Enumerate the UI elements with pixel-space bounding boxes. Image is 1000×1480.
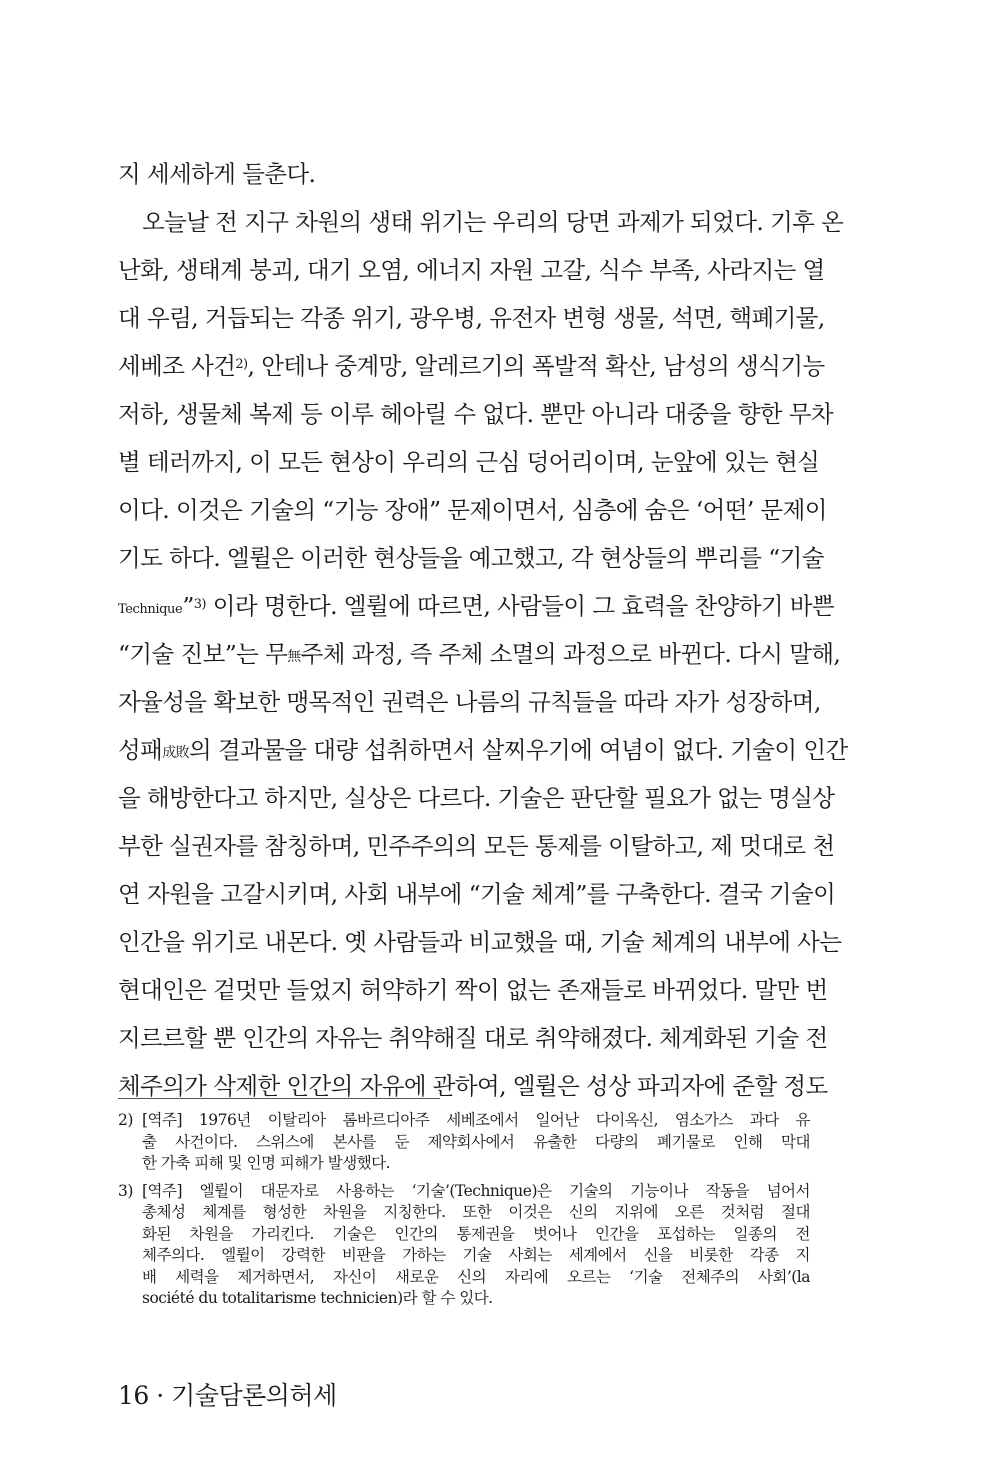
- text-line: 연 자원을 고갈시키며, 사회 내부에 “기술 체계”를 구축한다. 결국 기술이: [118, 880, 836, 908]
- text-fragment: 주체 과정, 즉 주체 소멸의 과정으로 바뀐다. 다시 말해,: [300, 640, 841, 668]
- text-line: 지 세세하게 들춘다.: [118, 160, 316, 188]
- text-line: 이다. 이것은 기술의 “기능 장애” 문제이면서, 심층에 숨은 ‘어떤’ 문제이: [118, 496, 827, 524]
- text-line: 난화, 생태계 붕괴, 대기 오염, 에너지 자원 고갈, 식수 부족, 사라지는 열: [118, 256, 825, 284]
- footnote-3: [118, 1181, 810, 1310]
- text-line: 지르르할 뿐 인간의 자유는 취약해질 대로 취약해졌다. 체계화된 기술 전: [118, 1024, 828, 1052]
- footnote-text: [142, 1110, 810, 1175]
- text-line: 부한 실권자를 참칭하며, 민주주의의 모든 통제를 이탈하고, 제 멋대로 천: [118, 832, 835, 860]
- text-line: 인간을 위기로 내몬다. 옛 사람들과 비교했을 때, 기술 체계의 내부에 사는: [118, 928, 842, 956]
- footnote-line: 출 사건이다. 스위스에 본사를 둔 제약회사에서 유출한 다량의 폐기물로 인해 막대: [142, 1132, 810, 1151]
- main-text: [118, 150, 848, 1110]
- footnote-ref-2: 2): [235, 357, 248, 372]
- text-fragment: 성패: [118, 736, 163, 764]
- text-fragment: “기술 진보”는 무: [118, 640, 288, 668]
- footnote-2: [118, 1110, 810, 1175]
- text-line: 을 해방한다고 하지만, 실상은 다르다. 기술은 판단할 필요가 없는 명실상: [118, 784, 835, 812]
- text-fragment: 의 결과물을 대량 섭취하면서 살찌우기에 여념이 없다. 기술이 인간: [189, 736, 848, 764]
- text-line: 체주의가 삭제한 인간의 자유에 관하여, 엘륄은 성상 파괴자에 준할 정도: [118, 1072, 828, 1100]
- text-line: 별 테러까지, 이 모든 현상이 우리의 근심 덩어리이며, 눈앞에 있는 현실: [118, 448, 820, 476]
- text-line: [118, 726, 848, 774]
- text-fragment: , 안테나 중계망, 알레르기의 폭발적 확산, 남성의 생식기능: [247, 352, 825, 380]
- footnote-number: 3): [118, 1181, 133, 1200]
- footnote-line: 화된 차원을 가리킨다. 기술은 인간의 통제권을 벗어나 인간을 포섭하는 일종의 전: [142, 1224, 810, 1243]
- text-line: 현대인은 겉멋만 들었지 허약하기 짝이 없는 존재들로 바뀌었다. 말만 번: [118, 976, 828, 1004]
- text-line: [118, 582, 835, 630]
- text-line: 저하, 생물체 복제 등 이루 헤아릴 수 없다. 뿐만 아니라 대중을 향한 무차: [118, 400, 834, 428]
- text-line: 자율성을 확보한 맹목적인 권력은 나름의 규칙들을 따라 자가 성장하며,: [118, 688, 821, 716]
- text-fragment: ”: [182, 592, 194, 620]
- footnote-line: [역주] 엘륄이 대문자로 사용하는 ‘기술’(Technique)은 기술의 기능이나 작동을 넘어서: [142, 1181, 810, 1200]
- text-line: 대 우림, 거듭되는 각종 위기, 광우병, 유전자 변형 생물, 석면, 핵폐기물,: [118, 304, 825, 332]
- footnote-line: 한 가축 피해 및 인명 피해가 발생했다.: [142, 1154, 391, 1172]
- text-line: [118, 630, 841, 678]
- footnote-line: 총체성 체계를 형성한 차원을 지칭한다. 또한 이것은 신의 지위에 오른 것처럼 절대: [142, 1203, 810, 1221]
- footnote-line: 배 세력을 제거하면서, 자신이 새로운 신의 자리에 오르는 ‘기술 전체주의 사회’(la: [142, 1267, 810, 1286]
- hanja-gloss: 無: [287, 649, 301, 665]
- text-fragment: 이라 명한다. 엘륄에 따르면, 사람들이 그 효력을 찬양하기 바쁜: [205, 592, 835, 620]
- hanja-gloss: 成敗: [162, 745, 190, 761]
- footnote-text: [142, 1181, 810, 1310]
- text-line: 오늘날 전 지구 차원의 생태 위기는 우리의 당면 과제가 되었다. 기후 온: [142, 208, 844, 236]
- text-line: [118, 342, 825, 390]
- page-number: 16: [118, 1381, 149, 1410]
- text-fragment: 세베조 사건: [118, 352, 236, 380]
- running-title: 기술담론의허세: [171, 1381, 337, 1410]
- term-technique: Technique: [118, 602, 183, 617]
- text-line: 기도 하다. 엘륄은 이러한 현상들을 예고했고, 각 현상들의 뿌리를 “기술: [118, 544, 824, 572]
- page-footer: [118, 1376, 337, 1412]
- footnote-divider: [118, 1098, 440, 1099]
- footer-separator: ·: [156, 1381, 164, 1410]
- footnote-ref-3: 3): [193, 597, 206, 612]
- footnote-line: 체주의다. 엘륄이 강력한 비판을 가하는 기술 사회는 세계에서 신을 비롯한 각종 지: [142, 1246, 810, 1264]
- footnote-number: 2): [118, 1111, 133, 1129]
- footnote-line: société du totalitarisme technicien)라 할 수 있다.: [142, 1289, 493, 1307]
- footnote-line: [역주] 1976년 이탈리아 롬바르디아주 세베조에서 일어난 다이옥신, 염소가스 과다 유: [142, 1111, 810, 1129]
- footnotes: [118, 1110, 810, 1316]
